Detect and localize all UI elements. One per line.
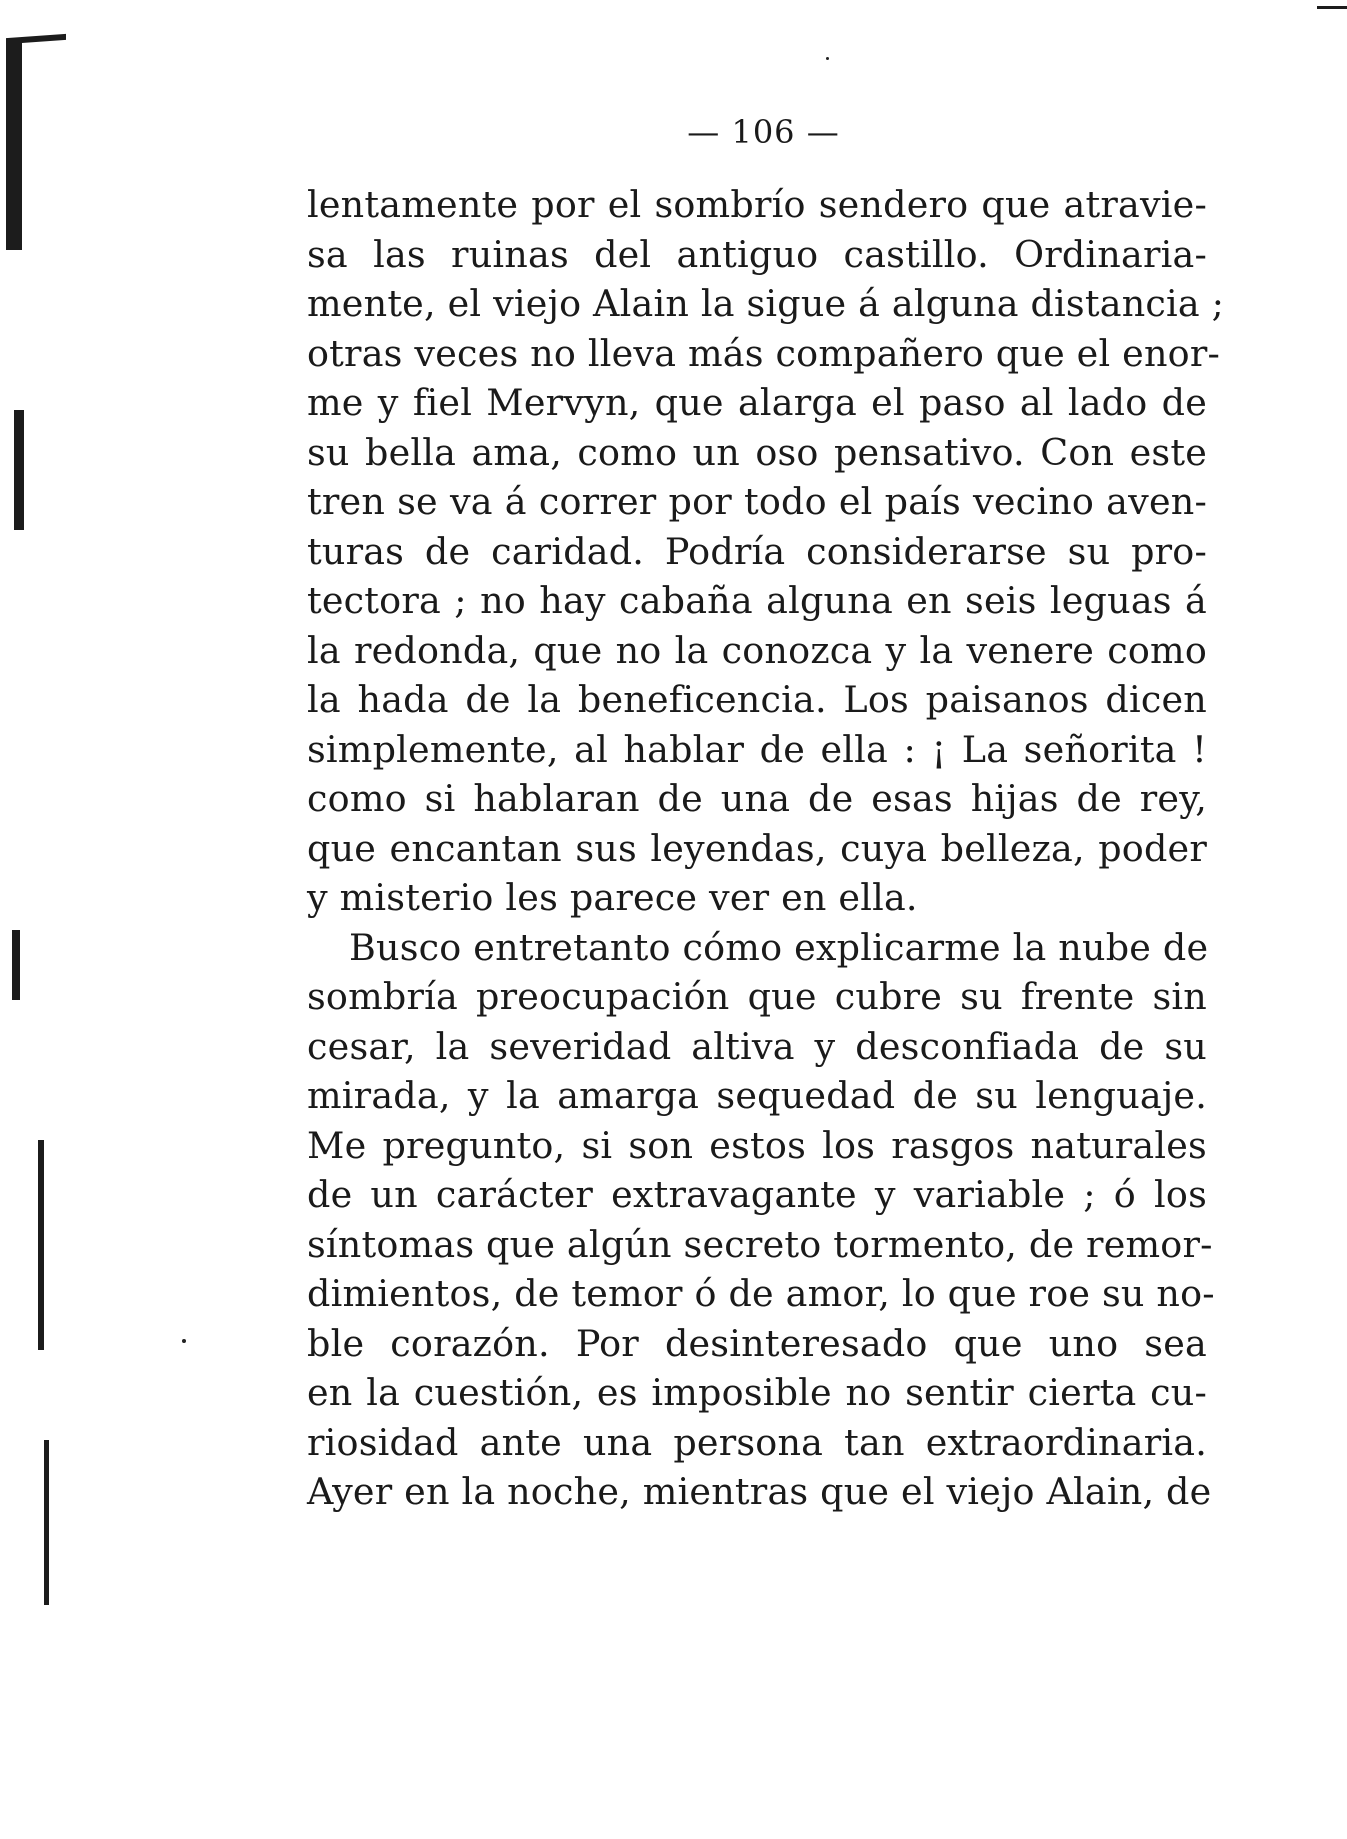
text-line: como si hablaran de una de esas hijas de rey, — [307, 777, 1207, 820]
text-line: mente, el viejo Alain la sigue á alguna distancia ; — [307, 282, 1225, 325]
text-line: en la cuestión, es imposible no sentir cierta cu- — [307, 1371, 1207, 1414]
text-line: Me pregunto, si son estos los rasgos naturales — [307, 1123, 1207, 1167]
text-line: lentamente por el sombrío sendero que atravie- — [307, 183, 1207, 226]
text-line: tren se va á correr por todo el país vecino aven- — [307, 480, 1207, 523]
text-line: simplemente, al hablar de ella : ¡ La señorita ! — [307, 727, 1207, 771]
text-line: otras veces no lleva más compañero que el enor- — [307, 331, 1221, 375]
body-text — [307, 180, 1225, 1517]
page-number: — 106 — — [687, 113, 840, 151]
text-line: ble corazón. Por desinteresado que uno sea — [307, 1321, 1207, 1365]
scan-corner-mark — [1317, 6, 1347, 9]
text-line: que encantan sus leyendas, cuya belleza, poder — [307, 826, 1207, 870]
text-line: la redonda, que no la conozca y la venere como — [307, 628, 1207, 672]
text-line: me y fiel Mervyn, que alarga el paso al lado de — [307, 381, 1207, 424]
text-line: dimientos, de temor ó de amor, lo que roe su no- — [307, 1272, 1215, 1315]
text-line: sombría preocupación que cubre su frente sin — [307, 975, 1207, 1018]
scan-speck — [182, 1339, 186, 1343]
text-line: mirada, y la amarga sequedad de su lenguaje. — [307, 1074, 1207, 1117]
text-line: y misterio les parece ver en ella. — [307, 876, 918, 919]
text-line: Ayer en la noche, mientras que el viejo Alain, de — [307, 1470, 1212, 1513]
scan-binding-mark — [14, 410, 24, 530]
text-line: síntomas que algún secreto tormento, de remor- — [307, 1222, 1213, 1266]
scan-binding-mark — [12, 930, 20, 1000]
text-line: riosidad ante una persona tan extraordinaria. — [307, 1420, 1207, 1464]
scan-binding-mark — [44, 1440, 49, 1605]
text-line: cesar, la severidad altiva y desconfiada de su — [307, 1024, 1207, 1068]
text-line: la hada de la beneficencia. Los paisanos dicen — [307, 678, 1207, 721]
text-line: de un carácter extravagante y variable ; ó los — [307, 1173, 1207, 1216]
scan-speck — [826, 57, 829, 60]
text-line: Busco entretanto cómo explicarme la nube de — [349, 925, 1209, 969]
scan-binding-mark — [38, 1140, 44, 1350]
text-line: tectora ; no hay cabaña alguna en seis leguas á — [307, 579, 1207, 622]
text-line: su bella ama, como un oso pensativo. Con este — [307, 430, 1207, 474]
text-line: turas de caridad. Podría considerarse su pro- — [307, 529, 1207, 573]
text-line: sa las ruinas del antiguo castillo. Ordinaria- — [307, 232, 1207, 276]
